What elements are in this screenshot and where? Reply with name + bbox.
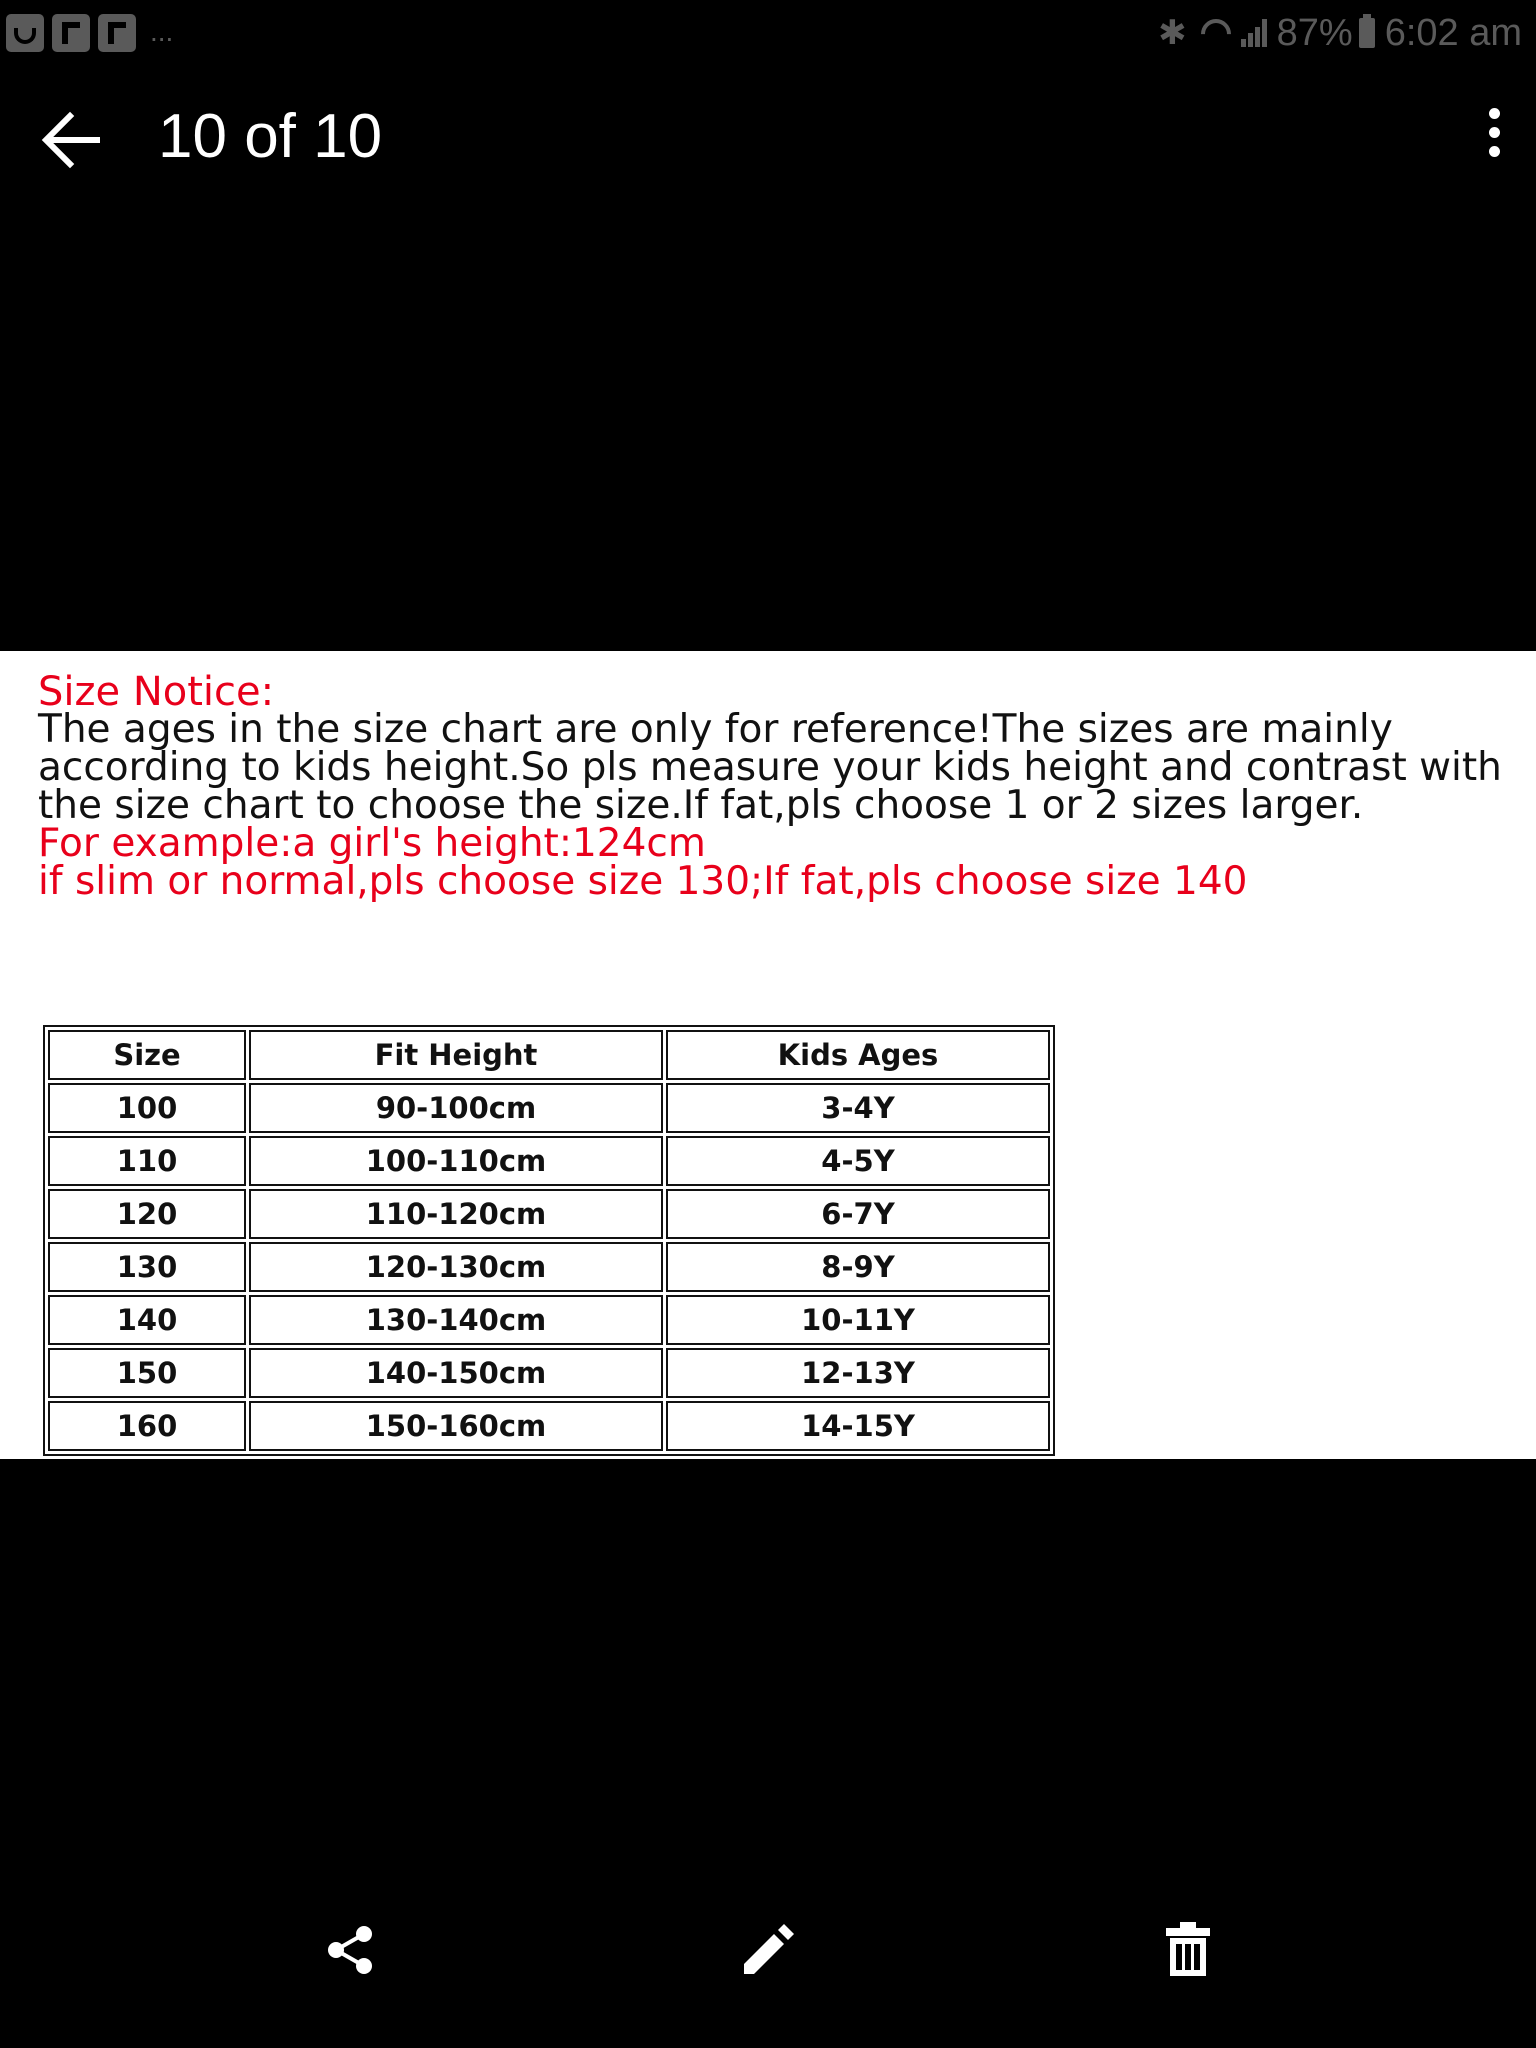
battery-icon <box>1359 18 1375 48</box>
cell-kids-ages: 14-15Y <box>666 1401 1050 1451</box>
battery-percentage: 87% <box>1276 11 1353 54</box>
column-header-kids-ages: Kids Ages <box>666 1030 1050 1080</box>
notice-title: Size Notice: <box>38 669 275 715</box>
cell-size: 110 <box>48 1136 246 1186</box>
cell-fit-height: 150-160cm <box>249 1401 663 1451</box>
table-row <box>48 1401 1050 1451</box>
column-header-fit-height: Fit Height <box>249 1030 663 1080</box>
table-row <box>48 1295 1050 1345</box>
bluetooth-icon: ✱ <box>1158 14 1187 52</box>
notification-flipboard-icon <box>98 14 136 52</box>
share-icon <box>320 1920 380 1980</box>
cell-fit-height: 120-130cm <box>249 1242 663 1292</box>
table-header-row <box>48 1030 1050 1080</box>
cell-fit-height: 90-100cm <box>249 1083 663 1133</box>
cell-fit-height: 100-110cm <box>249 1136 663 1186</box>
example-line-1: For example:a girl's height:124cm <box>38 821 706 866</box>
arrow-left-icon <box>40 110 106 170</box>
cell-kids-ages: 4-5Y <box>666 1136 1050 1186</box>
table-row <box>48 1136 1050 1186</box>
cell-size: 160 <box>48 1401 246 1451</box>
clock: 6:02 am <box>1384 11 1522 54</box>
edit-button[interactable] <box>736 1920 796 1980</box>
cell-kids-ages: 10-11Y <box>666 1295 1050 1345</box>
status-indicators <box>1158 8 1522 58</box>
cell-fit-height: 130-140cm <box>249 1295 663 1345</box>
example-line-2: if slim or normal,pls choose size 130;If fat,pls choose size 140 <box>38 859 1248 904</box>
cell-kids-ages: 6-7Y <box>666 1189 1050 1239</box>
cell-size: 130 <box>48 1242 246 1292</box>
size-chart-table <box>43 1025 1055 1456</box>
table-row <box>48 1348 1050 1398</box>
share-button[interactable] <box>320 1920 380 1980</box>
cell-size: 140 <box>48 1295 246 1345</box>
bottom-action-bar <box>0 1880 1536 2020</box>
cell-kids-ages: 12-13Y <box>666 1348 1050 1398</box>
cell-size: 100 <box>48 1083 246 1133</box>
cell-kids-ages: 3-4Y <box>666 1083 1050 1133</box>
signal-icon <box>1239 19 1267 47</box>
table-row <box>48 1083 1050 1133</box>
more-vert-icon-dot <box>1489 127 1500 138</box>
size-notice <box>38 669 1508 904</box>
delete-button[interactable] <box>1158 1920 1218 1980</box>
cell-fit-height: 110-120cm <box>249 1189 663 1239</box>
more-vert-icon-dot <box>1489 146 1500 157</box>
cell-size: 120 <box>48 1189 246 1239</box>
cell-fit-height: 140-150cm <box>249 1348 663 1398</box>
back-button[interactable] <box>40 110 106 170</box>
cell-kids-ages: 8-9Y <box>666 1242 1050 1292</box>
pencil-icon <box>736 1920 796 1980</box>
notice-body: The ages in the size chart are only for reference!The sizes are mainly according to kids height.So pls measure your kids height and contrast with the size chart to choose the size.If fat,pls choose 1 or 2 sizes larger. <box>38 707 1502 828</box>
notification-app-icon <box>6 14 44 52</box>
wifi-icon <box>1201 19 1231 47</box>
page-counter: 10 of 10 <box>158 102 383 171</box>
table-row <box>48 1189 1050 1239</box>
notifications-more: ... <box>150 16 174 47</box>
more-options-button[interactable] <box>1482 108 1506 168</box>
cell-size: 150 <box>48 1348 246 1398</box>
status-bar <box>0 0 1536 66</box>
notification-flipboard-icon <box>52 14 90 52</box>
column-header-size: Size <box>48 1030 246 1080</box>
table-row <box>48 1242 1050 1292</box>
more-vert-icon-dot <box>1489 108 1500 119</box>
displayed-image[interactable] <box>0 651 1536 1459</box>
app-bar <box>0 66 1536 212</box>
trash-icon <box>1158 1920 1218 1980</box>
